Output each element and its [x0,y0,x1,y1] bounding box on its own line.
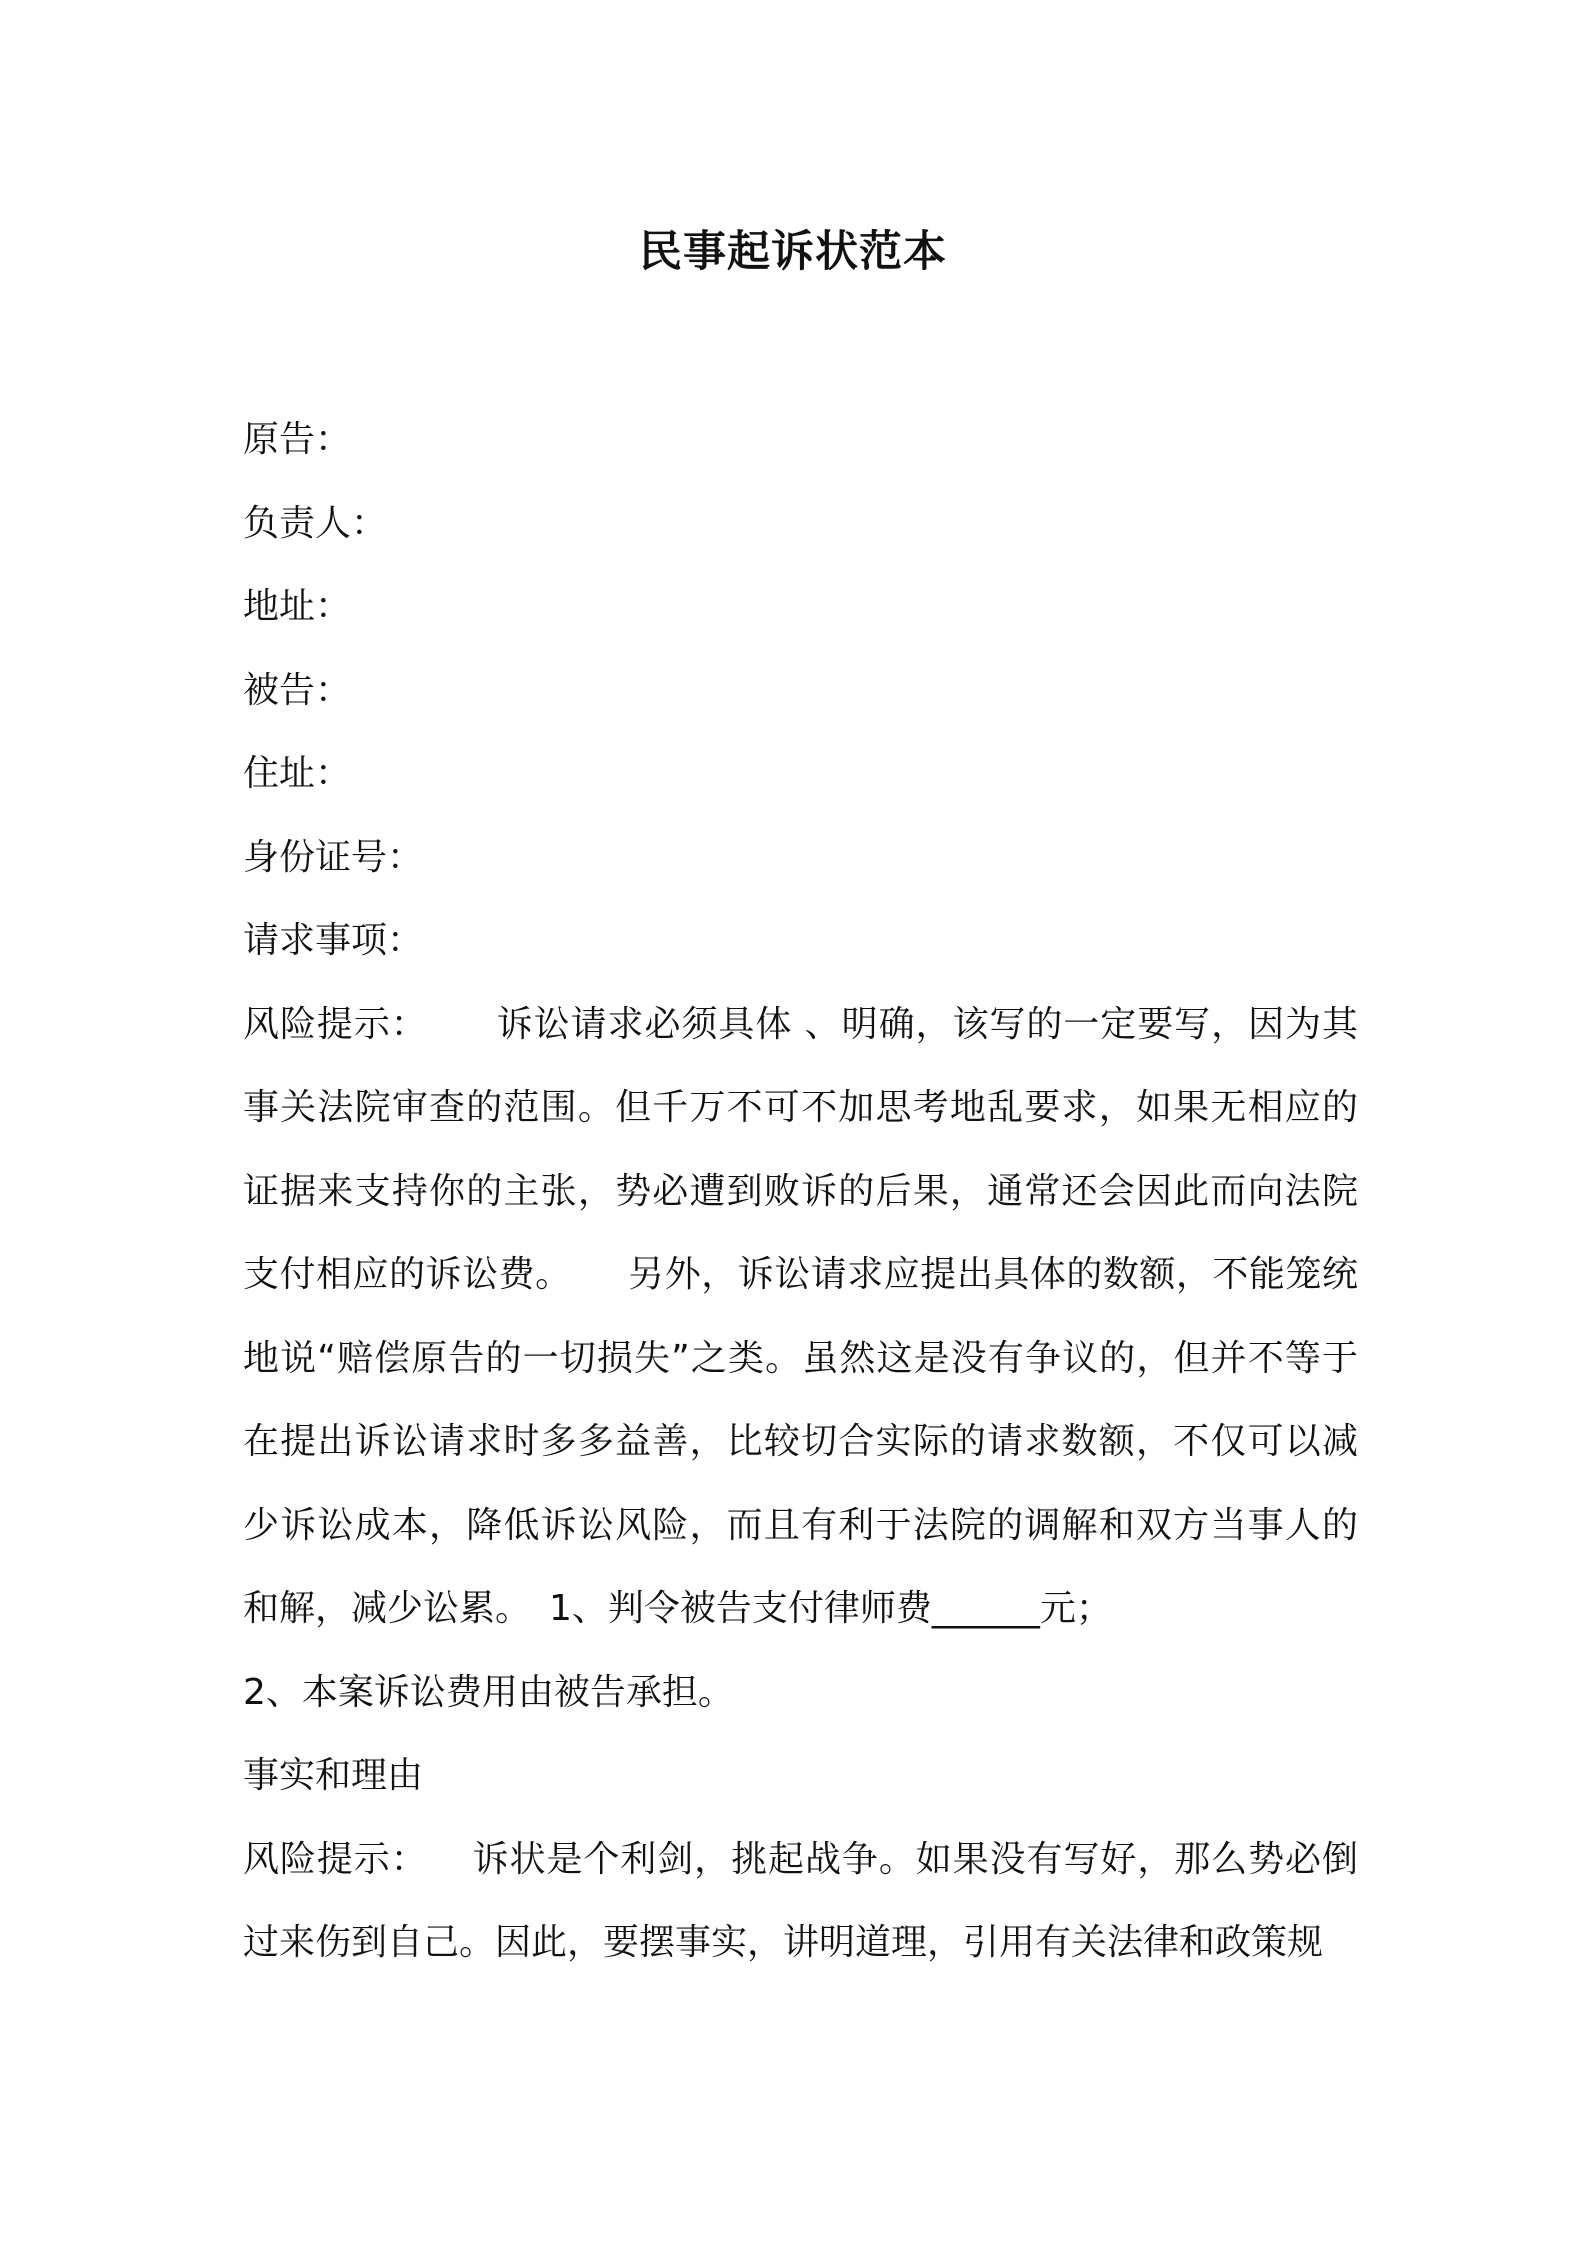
risk-tip-text-3: 诉状是个利剑，挑起战争。如果没有写好，那么势必倒过来伤到自己。因此，要摆事实，讲明道理，引用有关法律和政策规 [243,1838,1358,1963]
request-item-2: 2、本案诉讼费用由被告承担。 [243,1671,734,1713]
field-id-number: 身份证号： [243,836,424,878]
field-residence: 住址： [243,753,352,794]
risk-tip-text-1: 诉讼请求必须具体 、明确，该写的一定要写，因为其事关法院审查的范围。但千万不可不加思考地乱要求，如果无相应的证据来支持你的主张，势必遭到败诉的后果，通常还会因此而向法院支付相应的诉讼费。 [243,1003,1358,1295]
risk-tip-label-2: 风险提示： [243,1838,428,1880]
section-heading-facts: 事实和理由 [243,1755,424,1796]
risk-tip-text-2: 另外，诉讼请求应提出具体的数额，不能笼统地说“赔偿原告的一切损失”之类。虽然这是没有争议的，但并不等于在提出诉讼请求时多多益善，比较切合实际的请求数额，不仅可以减少诉讼成本，降低诉讼风险，而且有利于法院的调解和双方当事人的和解，减少讼累。 [243,1254,1358,1629]
risk-tip-paragraph-1 [243,983,1358,1651]
field-address: 地址： [243,586,352,627]
document-title: 民事起诉状范本 [639,227,947,277]
field-plaintiff: 原告： [243,419,352,460]
risk-tip-label: 风险提示： [243,1003,428,1045]
document-body [243,398,1358,1985]
field-responsible-person: 负责人： [243,502,388,544]
request-item-1: 1、判令被告支付律师费______元； [549,1588,1112,1629]
field-defendant: 被告： [243,669,352,711]
risk-tip-paragraph-2 [243,1818,1358,1985]
field-requests: 请求事项： [243,920,424,961]
